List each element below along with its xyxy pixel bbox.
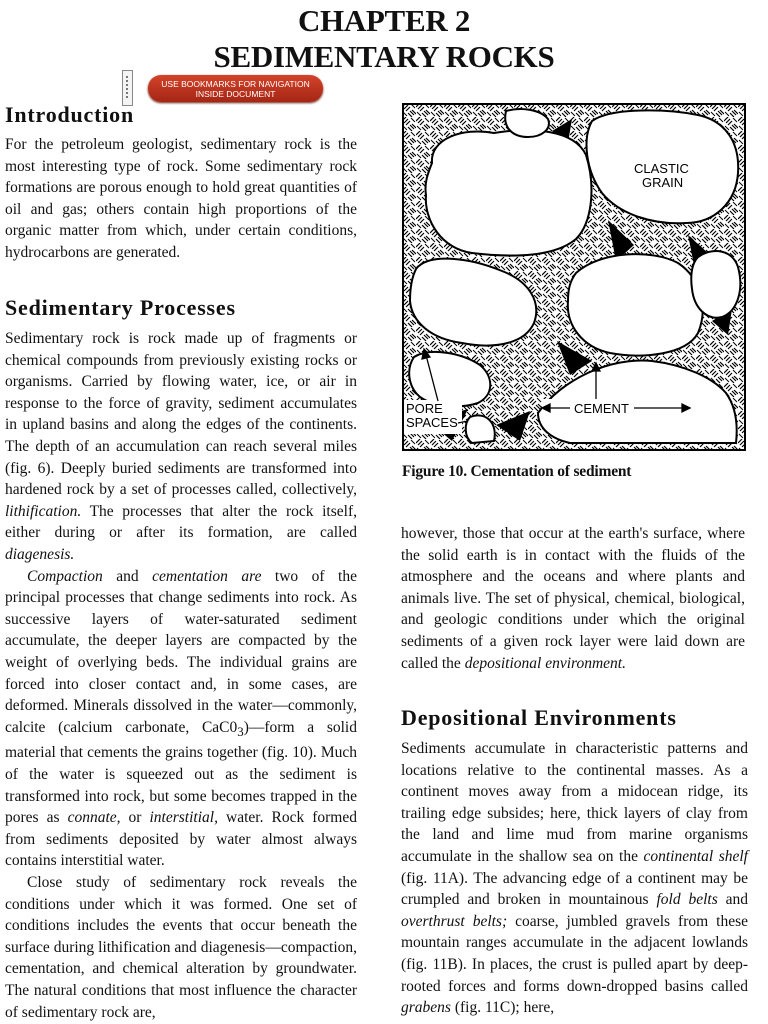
section-heading-depositional-environments: Depositional Environments <box>401 705 677 730</box>
label-pore: PORE <box>406 401 443 416</box>
nav-banner-line-2: INSIDE DOCUMENT <box>195 88 276 99</box>
depositional-body <box>401 738 748 1019</box>
depositional-paragraph: Sediments accumulate in characteristic patterns and locations relative to the continental masses. As a continent moves away from a midocean ridge, its trailing edge subsides; here, thick layers of clay from the land and lime mud from marine organisms accumulate in the shallow sea on the continental shelf (fig. 11A). The advancing edge of a continent may be crumpled and broken in mountainous fold belts and overthrust belts; coarse, jumbled gravels from these mountain ranges accumulate in the adjacent lowlands (fig. 11B). In places, the crust is pulled apart by deep-rooted forces and forms down-dropped basins called grabens (fig. 11C); here, <box>401 740 749 1017</box>
processes-paragraph-1: Sedimentary rock is rock made up of fragments or chemical compounds from previously existing rocks or organisms. Carried by flowing water, ice, or air in response to the force of gravity, sediment accumulates in upland basins and along the edges of the continents. The depth of an accumulation can reach several miles (fig. 6). Deeply buried sediments are transformed into hardened rock by a set of processes called, collectively, lithification. The processes that alter the rock itself, either during or after its formation, are called diagenesis. <box>5 330 357 563</box>
right-column-continuation <box>401 523 745 674</box>
continuation-paragraph: however, those that occur at the earth's surface, where the solid earth is in contact with the fluids of the atmosphere and the oceans and where plants and animals live. The set of physical, chemical, biological, and geologic conditions under which the original sediments of a given rock layer were laid down are called the depositional environment. <box>401 525 745 672</box>
bookmark-tab-icon[interactable] <box>122 70 133 106</box>
processes-paragraph-3: Close study of sedimentary rock reveals the conditions under which it was formed. One set of conditions includes the events that occur beneath the surface during lithification and diagenesis—compaction, cementation, and chemical alteration by groundwater. The natural conditions that most influence the character of sedimentary rock are, <box>5 873 357 1021</box>
label-spaces-text: SPACES <box>406 415 458 430</box>
section-heading-introduction: Introduction <box>5 102 134 127</box>
clastic-grains <box>409 109 740 443</box>
introduction-body <box>5 134 357 264</box>
label-cement: CEMENT <box>574 401 629 416</box>
processes-paragraph-2: Compaction and cementation are two of the principal processes that change sediments into rock. As successive layers of water-saturated sediment accumulate, the deeper layers are compacted by the weight of overlying beds. The individual grains are forced into closer contact and, in some cases, are deformed. Minerals dissolved in the water—commonly, calcite (calcium carbonate, $CaC0_3)—form$ a solid material that cements the grains together (fig. 10). Much of the water is squeezed out as the sediment is transformed into rock, but some becomes trapped in the pores as connate, or interstitial, water. Rock formed from sediments deposited by water almost always contains interstitial water. <box>5 567 357 870</box>
nav-banner-line-1: USE BOOKMARKS FOR NAVIGATION <box>161 78 310 89</box>
label-grain: GRAIN <box>642 175 684 190</box>
intro-paragraph: For the petroleum geologist, sedimentary rock is the most interesting type of rock. Some sedimentary rock formations are porous enough to hold great quantities of oil and gas; others contain high proportions of the organic matter from which, under certain conditions, hydrocarbons are generated. <box>5 136 357 261</box>
processes-body <box>5 328 357 1023</box>
bookmarks-navigation-button[interactable] <box>148 75 323 102</box>
cementation-figure <box>402 103 746 451</box>
chapter-number: CHAPTER 2 <box>297 3 471 38</box>
section-heading-sedimentary-processes: Sedimentary Processes <box>5 295 236 320</box>
label-clastic: CLASTIC <box>634 161 689 176</box>
figure-caption: Figure 10. Cementation of sediment <box>402 463 632 480</box>
chapter-title: SEDIMENTARY ROCKS <box>213 39 555 74</box>
